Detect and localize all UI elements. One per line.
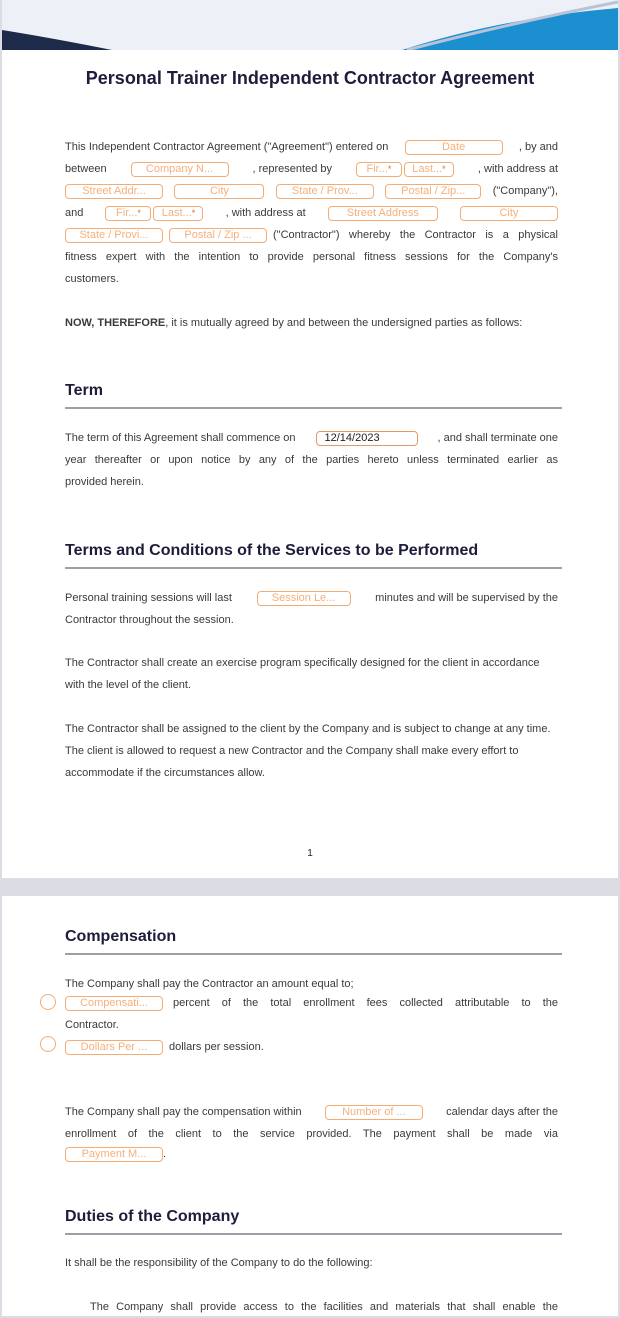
services-line-2 <box>65 609 558 631</box>
term-heading: Term <box>65 382 103 399</box>
services-heading: Terms and Conditions of the Services to be Performed <box>65 542 479 559</box>
company-postal-field[interactable]: Postal / Zip... <box>385 184 481 199</box>
term-text: provided herein. <box>65 476 144 488</box>
section-divider <box>65 567 562 569</box>
compensation-option-2 <box>65 1036 558 1058</box>
compensation-line-4 <box>65 1143 558 1165</box>
term-text: year thereafter or upon notice by any of the parties hereto unless terminated earlier as <box>65 454 558 466</box>
compensation-text: . <box>163 1148 167 1160</box>
compensation-text: The Company shall pay the Contractor an amount equal to; <box>65 978 354 990</box>
term-line-2 <box>65 449 558 471</box>
term-start-date-field[interactable]: 12/14/2023 <box>316 431 418 446</box>
duties-heading: Duties of the Company <box>65 1208 240 1225</box>
intro-line-3 <box>65 180 558 202</box>
intro-text: ("Company"), <box>492 185 558 197</box>
services-text: minutes and will be supervised by the <box>375 592 558 604</box>
representative-name-group <box>356 162 454 177</box>
compensation-line-3 <box>65 1123 558 1145</box>
document-page-1 <box>2 0 618 878</box>
page-number: 1 <box>307 848 313 859</box>
duties-text: It shall be the responsibility of the Company to do the following: <box>65 1257 373 1269</box>
percent-option-radio[interactable] <box>40 994 56 1010</box>
document-page-2 <box>2 896 618 1316</box>
intro-text: , with address at <box>477 163 558 175</box>
intro-text: ("Contractor") whereby the Contractor is a physical <box>273 229 558 241</box>
term-line-1 <box>65 427 558 449</box>
dollars-per-session-field[interactable]: Dollars Per ... <box>65 1040 163 1055</box>
services-text: Contractor throughout the session. <box>65 614 234 626</box>
contractor-first-name-field[interactable]: Fir...* <box>105 206 151 221</box>
services-paragraph-3: The Contractor shall be assigned to the client by the Company and is subject to change at any time. The client is allowed to request a new Contractor and the Company shall make every effort to accommodate if the circumstances allow. <box>65 723 551 779</box>
compensation-text: enrollment of the client to the service provided. The payment shall be made via <box>65 1128 558 1140</box>
services-line-1 <box>65 587 558 609</box>
services-text: Personal training sessions will last <box>65 592 232 604</box>
term-text: , and shall terminate one <box>437 432 558 444</box>
duties-line-1 <box>65 1252 558 1274</box>
compensation-text: percent of the total enrollment fees collected attributable to the <box>173 997 558 1009</box>
payment-method-field[interactable]: Payment M... <box>65 1147 163 1162</box>
intro-line-2 <box>65 158 558 180</box>
number-of-days-field[interactable]: Number of ... <box>325 1105 423 1120</box>
contractor-street-field[interactable]: Street Address <box>328 206 438 221</box>
term-line-3 <box>65 471 558 493</box>
header-banner <box>2 0 618 50</box>
term-text: The term of this Agreement shall commence on <box>65 432 296 444</box>
intro-text: This Independent Contractor Agreement ("Agreement") entered on <box>65 141 389 153</box>
now-therefore-line <box>65 312 558 334</box>
compensation-text: calendar days after the <box>446 1106 558 1118</box>
contractor-name-group <box>105 206 203 221</box>
compensation-option-1b <box>65 1014 558 1036</box>
compensation-percent-field[interactable]: Compensati... <box>65 996 163 1011</box>
intro-text: , by and <box>518 141 558 153</box>
date-field[interactable]: Date <box>405 140 503 155</box>
intro-text: , with address at <box>225 207 306 219</box>
contractor-state-field[interactable]: State / Provi... <box>65 228 163 243</box>
section-divider <box>65 407 562 409</box>
intro-line-6 <box>65 246 558 268</box>
compensation-line-2 <box>65 1101 558 1123</box>
compensation-text: The Company shall pay the compensation within <box>65 1106 302 1118</box>
intro-text: customers. <box>65 273 119 285</box>
intro-text: and <box>65 207 84 219</box>
section-divider <box>65 953 562 955</box>
intro-line-1 <box>65 136 558 158</box>
intro-line-5 <box>65 224 558 246</box>
intro-text: between <box>65 163 107 175</box>
company-state-field[interactable]: State / Prov... <box>276 184 374 199</box>
contractor-last-name-field[interactable]: Last...* <box>153 206 203 221</box>
document-title: Personal Trainer Independent Contractor Agreement <box>85 68 535 88</box>
session-length-field[interactable]: Session Le... <box>257 591 351 606</box>
now-therefore-text: NOW, THEREFORE, it is mutually agreed by and between the undersigned parties as follows: <box>65 317 523 329</box>
contractor-city-field[interactable]: City <box>460 206 558 221</box>
duties-line-2 <box>90 1296 558 1318</box>
company-street-field[interactable]: Street Addr... <box>65 184 163 199</box>
intro-line-7 <box>65 268 558 290</box>
dollars-option-radio[interactable] <box>40 1036 56 1052</box>
compensation-option-1 <box>65 992 558 1014</box>
representative-first-name-field[interactable]: Fir...* <box>356 162 402 177</box>
intro-line-4 <box>65 202 558 224</box>
company-city-field[interactable]: City <box>174 184 264 199</box>
compensation-heading: Compensation <box>65 928 177 945</box>
compensation-text: Contractor. <box>65 1019 119 1031</box>
contractor-postal-field[interactable]: Postal / Zip ... <box>169 228 267 243</box>
company-name-field[interactable]: Company N... <box>131 162 229 177</box>
intro-text: fitness expert with the intention to provide personal fitness sessions for the Company's <box>65 251 558 263</box>
services-paragraph-2: The Contractor shall create an exercise program specifically designed for the client in accordance with the level of the client. <box>65 657 540 691</box>
banner-graphic <box>2 0 618 50</box>
section-divider <box>65 1233 562 1235</box>
compensation-text: dollars per session. <box>169 1041 264 1053</box>
duties-text: The Company shall provide access to the facilities and materials that shall enable the <box>90 1301 558 1313</box>
intro-text: , represented by <box>252 163 332 175</box>
representative-last-name-field[interactable]: Last...* <box>404 162 454 177</box>
